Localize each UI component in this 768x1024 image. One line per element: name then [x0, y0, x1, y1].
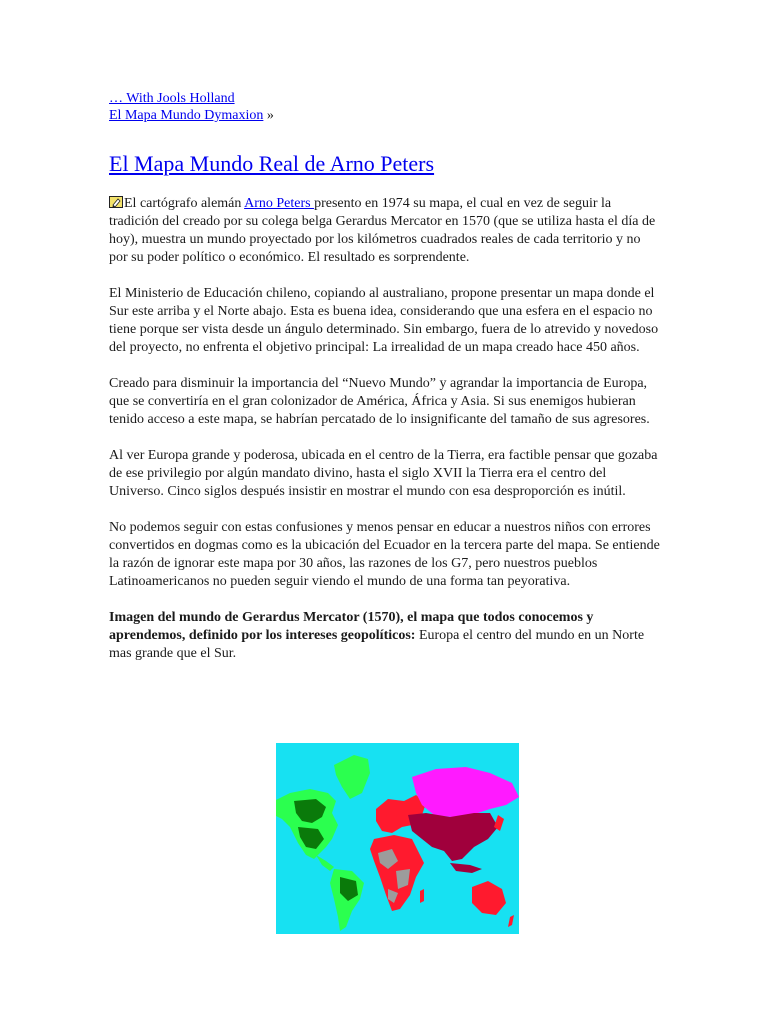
- arno-peters-link[interactable]: Arno Peters: [244, 196, 315, 211]
- next-post-link[interactable]: El Mapa Mundo Dymaxion: [109, 108, 264, 123]
- post-navigation: [109, 90, 661, 124]
- paragraph-confusiones: No podemos seguir con estas confusiones y menos pensar en educar a nuestros niños con errores convertidos en dogmas como es la ubicación del Ecuador en la tercera parte del mapa. Se entiende la razón de ignorar este mapa por 30 años, las razones de los G7, pero nuestros pueblos Latinoamericanos no pueden seguir viendo el mundo de una forma tan peyorativa.: [109, 520, 660, 589]
- paragraph-intro: El cartógrafo alemán Arno Peters presento en 1974 su mapa, el cual en vez de seguir la tradición del creado por su colega belga Gerardus Mercator en 1570 (que se utiliza hasta el día de hoy), muestra un mundo proyectado por los kilómetros cuadrados reales de cada territorio y no por su poder político o económico. El resultado es sorprendente.: [109, 196, 656, 265]
- mercator-world-map: [276, 743, 519, 934]
- paragraph-nuevo-mundo: Creado para disminuir la importancia del “Nuevo Mundo” y agrandar la importancia de Europa, que se convertiría en el gran colonizador de América, África y Asia. Si sus enemigos hubieran tenido acceso a este mapa, se habrían percatado de lo insignificante del tamaño de sus agresores.: [109, 376, 650, 427]
- paragraph-mercator-caption: Imagen del mundo de Gerardus Mercator (1570), el mapa que todos conocemos y aprendemos, definido por los intereses geopolíticos: Europa el centro del mundo en un Norte mas grande que el Sur.: [109, 610, 645, 661]
- next-arrow: »: [266, 108, 274, 123]
- article-title: [109, 150, 661, 178]
- previous-post-link[interactable]: … With Jools Holland: [109, 91, 235, 106]
- map-madagascar: [420, 889, 424, 903]
- paragraph-ministerio: El Ministerio de Educación chileno, copiando al australiano, propone presentar un mapa donde el Sur este arriba y el Norte abajo. Esta es buena idea, considerando que una esfera en el espacio no tiene porque ser vista desde un ángulo determinado. Sin embargo, fuera de lo atrevido y novedoso del proyecto, no enfrenta el objetivo principal: La irrealidad de un mapa creado hace 450 años.: [109, 286, 659, 355]
- article-title-link[interactable]: El Mapa Mundo Real de Arno Peters: [109, 151, 435, 176]
- article-page: [109, 90, 661, 663]
- pencil-note-icon: [109, 196, 123, 208]
- paragraph-europa: Al ver Europa grande y poderosa, ubicada en el centro de la Tierra, era factible pensar que gozaba de ese privilegio por algún mandato divino, hasta el siglo XVII la Tierra era el centro del Universo. Cinco siglos después insistir en mostrar el mundo con esa desproporción es inútil.: [109, 448, 658, 499]
